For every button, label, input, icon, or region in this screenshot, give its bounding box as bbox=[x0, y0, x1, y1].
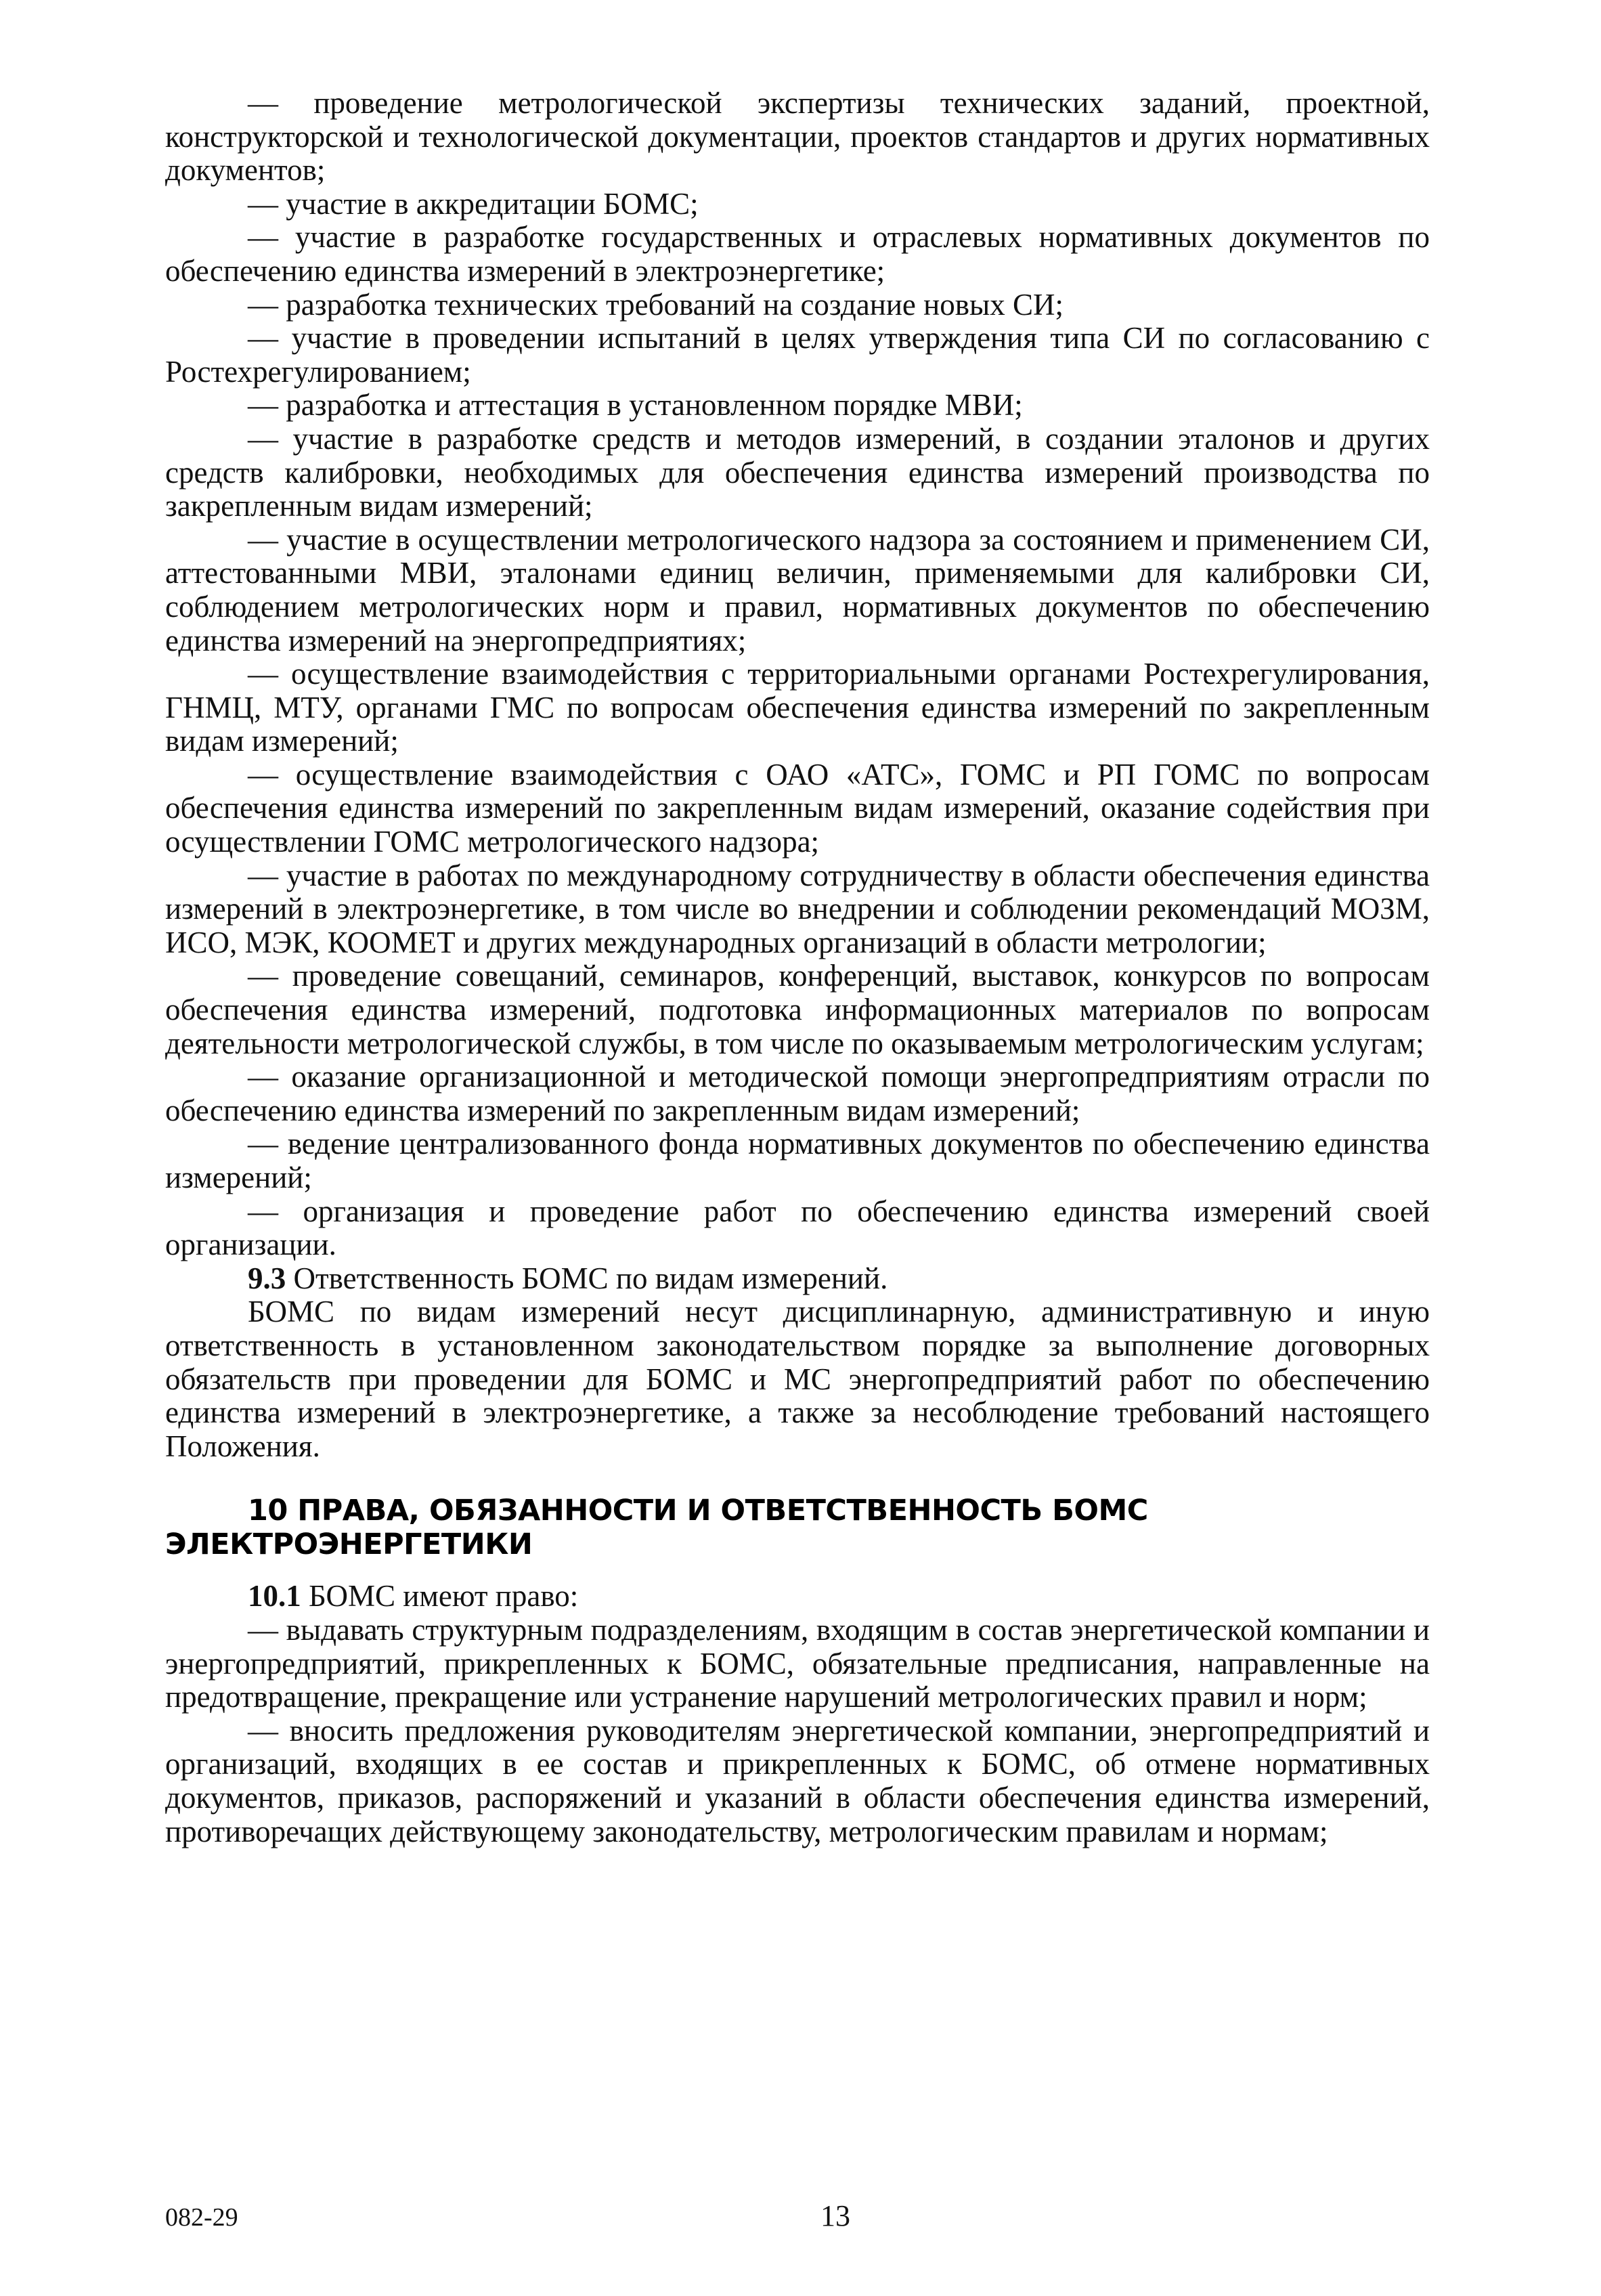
section-heading-line-2: ЭЛЕКТРОЭНЕРГЕТИКИ bbox=[165, 1528, 533, 1562]
list-item: — участие в проведении испытаний в целях утверждения типа СИ по согласованию с Ростехрегулированием; bbox=[165, 321, 1430, 389]
list-item: — разработка технических требований на создание новых СИ; bbox=[248, 287, 1063, 322]
list-item: — участие в аккредитации БОМС; bbox=[248, 186, 699, 221]
list-item: — выдавать структурным подразделениям, входящим в состав энергетической компании и энергопредприятий, прикрепленных к БОМС, обязательные предписания, направленные на предотвращение, прекращение или устранение нарушений метрологических правил и норм; bbox=[165, 1612, 1430, 1714]
list-item: — осуществление взаимодействия с ОАО «АТС», ГОМС и РП ГОМС по вопросам обеспечения единства измерений по закрепленным видам измерений, оказание содействия при осуществлении ГОМС метрологического надзора; bbox=[165, 757, 1430, 859]
list-item: — участие в разработке средств и методов измерений, в создании эталонов и других средств калибровки, необходимых для обеспечения единства измерений производства по закрепленным видам измерений; bbox=[165, 421, 1430, 523]
clause-number: 9.3 bbox=[248, 1261, 286, 1295]
clause-title: Ответственность БОМС по видам измерений. bbox=[286, 1261, 888, 1295]
list-item: — проведение метрологической экспертизы технических заданий, проектной, конструкторской и технологической документации, проектов стандартов и других нормативных документов; bbox=[165, 86, 1430, 188]
list-item: — организация и проведение работ по обеспечению единства измерений своей организации. bbox=[165, 1194, 1430, 1262]
list-item: — участие в разработке государственных и отраслевых нормативных документов по обеспечению единства измерений в электроэнергетике; bbox=[165, 220, 1430, 288]
page-number: 13 bbox=[820, 2199, 850, 2232]
clause-9-3-body: БОМС по видам измерений несут дисциплинарную, административную и иную ответственность в установленном законодательством порядке за выполнение договорных обязательств при проведении для БОМС и МС энергопредприятий работ по обеспечению единства измерений в электроэнергетике, а также за несоблюдение требований настоящего Положения. bbox=[165, 1295, 1430, 1463]
section-heading-line-1: 10 ПРАВА, ОБЯЗАННОСТИ И ОТВЕТСТВЕННОСТЬ БОМС bbox=[248, 1494, 1148, 1528]
list-item: — участие в осуществлении метрологического надзора за состоянием и применением СИ, аттестованными МВИ, эталонами единиц величин, применяемыми для калибровки СИ, соблюдением метрологических норм и правил, нормативных документов по обеспечению единства измерений на энергопредприятиях; bbox=[165, 522, 1430, 657]
list-item: — проведение совещаний, семинаров, конференций, выставок, конкурсов по вопросам обеспечения единства измерений, подготовка информационных материалов по вопросам деятельности метрологической службы, в том числе по оказываемым метрологическим услугам; bbox=[165, 959, 1430, 1060]
clause-10-1 bbox=[165, 1580, 1430, 1613]
section-heading bbox=[165, 1494, 1430, 1561]
list-item: — осуществление взаимодействия с территориальными органами Ростехрегулирования, ГНМЦ, МТУ, органами ГМС по вопросам обеспечения единства измерений по закрепленным видам измерений; bbox=[165, 657, 1430, 758]
clause-title: БОМС имеют право: bbox=[301, 1579, 579, 1613]
clause-number: 10.1 bbox=[248, 1579, 301, 1613]
list-item: — оказание организационной и методической помощи энергопредприятиям отрасли по обеспечению единства измерений по закрепленным видам измерений; bbox=[165, 1060, 1430, 1127]
list-item: — ведение централизованного фонда нормативных документов по обеспечению единства измерений; bbox=[165, 1127, 1430, 1194]
document-code: 082-29 bbox=[165, 2203, 238, 2232]
list-item: — разработка и аттестация в установленном порядке МВИ; bbox=[248, 388, 1023, 423]
list-item: — вносить предложения руководителям энергетической компании, энергопредприятий и организаций, входящих в ее состав и прикрепленных к БОМС, об отмене нормативных документов, приказов, распоряжений и указаний в области обеспечения единства измерений, противоречащих действующему законодательству, метрологическим правилам и нормам; bbox=[165, 1713, 1430, 1848]
clause-9-3 bbox=[165, 1262, 1430, 1296]
page-body bbox=[165, 87, 1430, 1848]
list-item: — участие в работах по международному сотрудничеству в области обеспечения единства измерений в электроэнергетике, в том числе во внедрении и соблюдении рекомендаций МОЗМ, ИСО, МЭК, КООМЕТ и других международных организаций в области метрологии; bbox=[165, 858, 1430, 959]
